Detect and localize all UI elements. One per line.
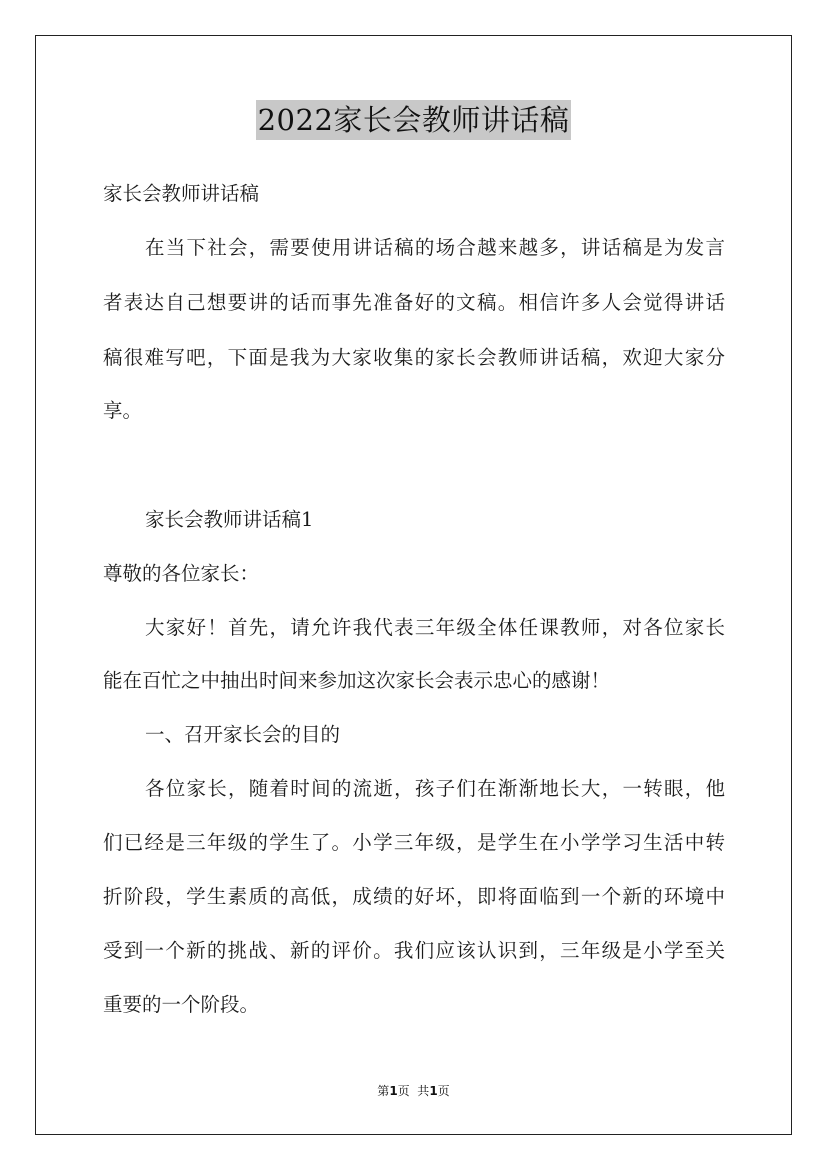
intro-line: 者表达自己想要讲的话而事先准备好的文稿。相信许多人会觉得讲话 xyxy=(103,291,725,314)
intro-line: 在当下社会，需要使用讲话稿的场合越来越多，讲话稿是为发言 xyxy=(145,236,725,259)
document-subtitle: 家长会教师讲话稿 xyxy=(103,182,260,205)
body-line: 受到一个新的挑战、新的评价。我们应该认识到，三年级是小学至关 xyxy=(103,939,725,962)
body-line: 们已经是三年级的学生了。小学三年级，是学生在小学学习生活中转 xyxy=(103,831,725,854)
document-title: 2022家长会教师讲话稿 xyxy=(256,100,572,140)
footer-mid: 页 共 xyxy=(397,1084,430,1098)
footer-suffix: 页 xyxy=(437,1084,450,1098)
title-container xyxy=(0,100,827,140)
intro-line: 享。 xyxy=(103,399,143,422)
salutation: 尊敬的各位家长： xyxy=(103,562,260,585)
greeting-line: 能在百忙之中抽出时间来参加这次家长会表示忠心的感谢！ xyxy=(103,669,611,692)
intro-line: 稿很难写吧，下面是我为大家收集的家长会教师讲话稿，欢迎大家分 xyxy=(103,346,725,369)
page-footer xyxy=(0,1082,827,1100)
footer-page-number: 1 xyxy=(389,1084,398,1098)
body-line: 各位家长，随着时间的流逝，孩子们在渐渐地长大，一转眼，他 xyxy=(145,777,725,800)
part-heading: 一、召开家长会的目的 xyxy=(145,723,341,746)
body-line: 重要的一个阶段。 xyxy=(103,993,260,1016)
body-line: 折阶段，学生素质的高低，成绩的好坏，即将面临到一个新的环境中 xyxy=(103,885,725,908)
section-heading: 家长会教师讲话稿1 xyxy=(145,508,314,531)
footer-prefix: 第 xyxy=(377,1084,390,1098)
footer-total-pages: 1 xyxy=(429,1084,438,1098)
greeting-line: 大家好！首先，请允许我代表三年级全体任课教师，对各位家长 xyxy=(145,616,725,639)
